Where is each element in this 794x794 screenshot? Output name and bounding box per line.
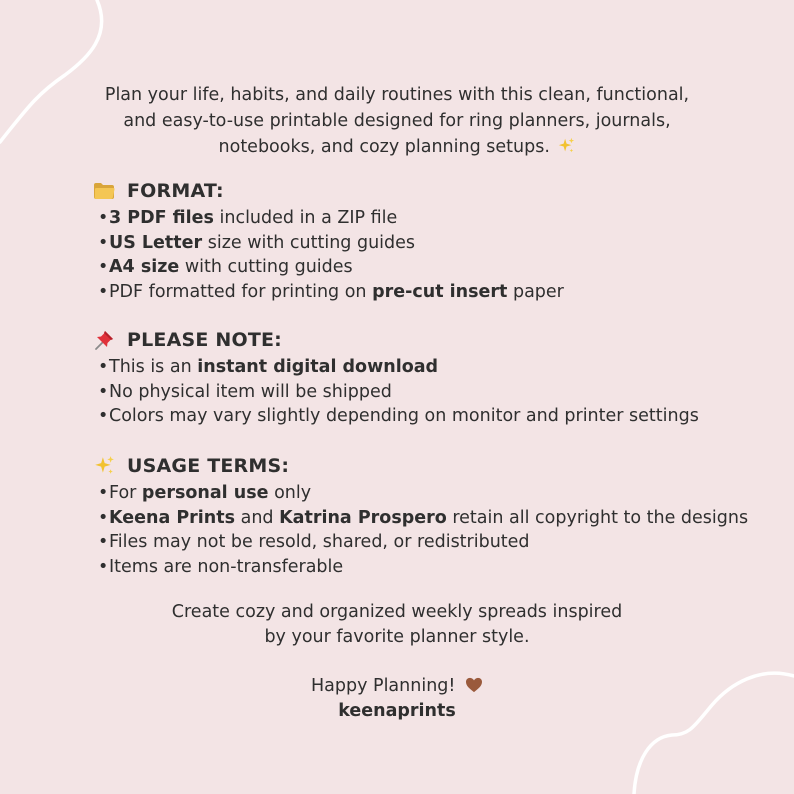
intro-line: Plan your life, habits, and daily routines with this clean, functional, xyxy=(104,85,690,105)
terms-section xyxy=(93,453,753,579)
list-item: • No physical item will be shipped xyxy=(93,380,753,405)
intro-text xyxy=(87,82,707,160)
sparkles-icon xyxy=(557,137,575,155)
format-heading xyxy=(93,178,753,204)
closing-line: Create cozy and organized weekly spreads inspired xyxy=(171,602,623,622)
note-heading xyxy=(93,327,753,353)
folder-icon xyxy=(93,180,115,202)
list-item: • 3 PDF files included in a ZIP file xyxy=(93,206,753,231)
brown-heart-icon xyxy=(465,677,483,693)
note-section xyxy=(93,327,753,429)
list-item: • A4 size with cutting guides xyxy=(93,255,753,280)
list-item: • PDF formatted for printing on pre-cut insert paper xyxy=(93,280,753,305)
greeting xyxy=(97,674,697,699)
intro-line-text: notebooks, and cozy planning setups. xyxy=(218,137,550,157)
closing-line: by your favorite planner style. xyxy=(264,627,530,647)
greeting-text: Happy Planning! xyxy=(311,676,456,696)
list-item: • US Letter size with cutting guides xyxy=(93,231,753,256)
format-title: FORMAT: xyxy=(127,180,224,202)
terms-heading xyxy=(93,453,753,479)
signoff xyxy=(97,674,697,724)
terms-list xyxy=(93,481,753,579)
list-item: • For personal use only xyxy=(93,481,753,506)
brand-name: keenaprints xyxy=(338,701,456,721)
intro-line xyxy=(87,134,707,160)
note-list xyxy=(93,355,753,429)
sparkles-icon xyxy=(93,455,115,477)
list-item: • This is an instant digital download xyxy=(93,355,753,380)
note-title: PLEASE NOTE: xyxy=(127,329,282,351)
list-item: • Colors may vary slightly depending on monitor and printer settings xyxy=(93,404,753,429)
closing-text xyxy=(97,600,697,650)
intro-line: and easy-to-use printable designed for ring planners, journals, xyxy=(123,111,671,131)
format-section xyxy=(93,178,753,304)
terms-title: USAGE TERMS: xyxy=(127,455,290,477)
list-item: • Items are non-transferable xyxy=(93,555,753,580)
format-list xyxy=(93,206,753,304)
list-item: • Files may not be resold, shared, or redistributed xyxy=(93,530,753,555)
pushpin-icon xyxy=(93,329,115,351)
list-item: • Keena Prints and Katrina Prospero retain all copyright to the designs xyxy=(93,506,753,531)
